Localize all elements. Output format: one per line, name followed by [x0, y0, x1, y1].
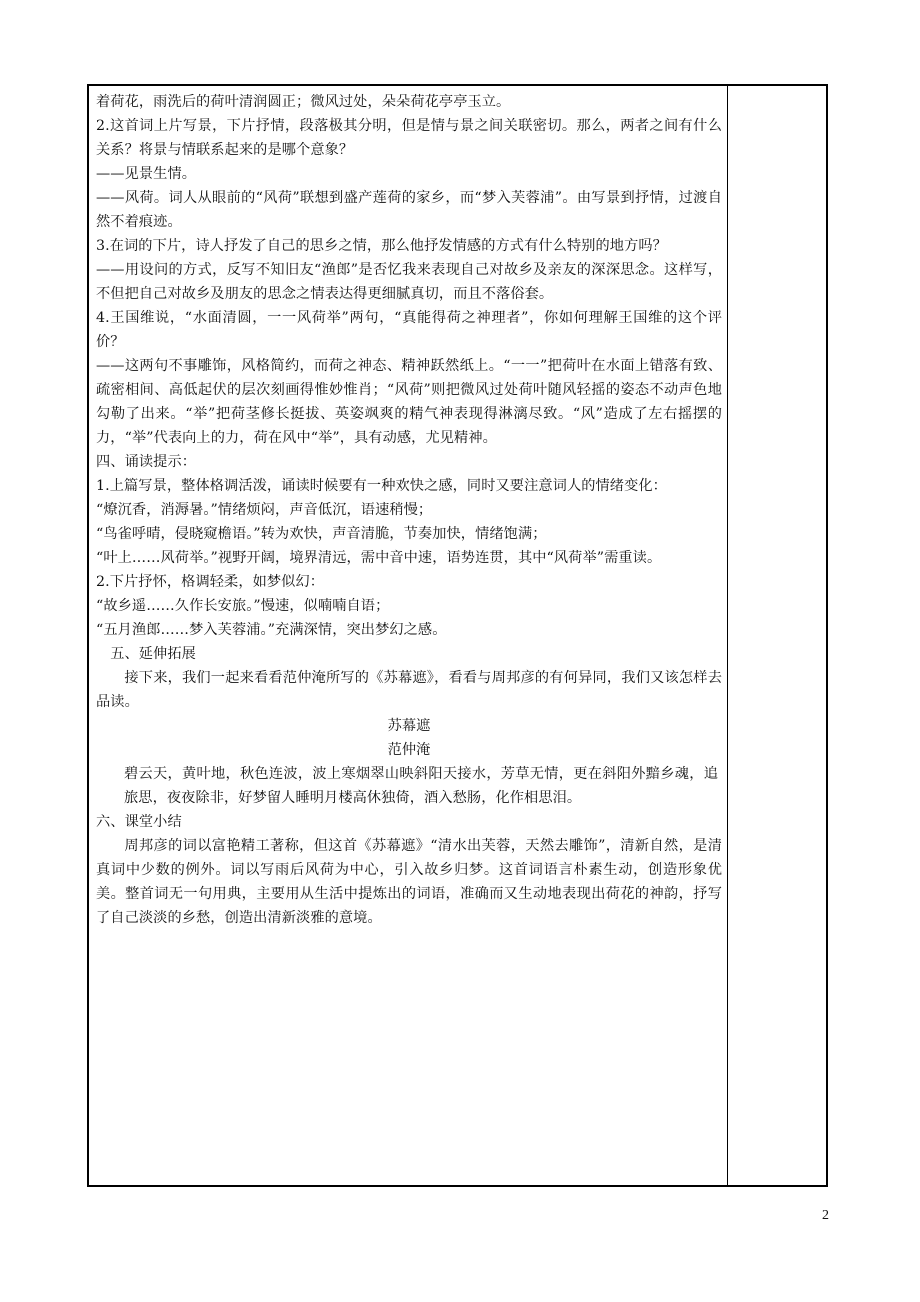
answer-paragraph: ——见景生情。	[96, 166, 197, 182]
tip-line: “叶上……风荷举。”视野开阔，境界清远，需中音中速，语势连贯，其中“风荷举”需重读。	[96, 550, 662, 566]
poem-title: 苏幕遮	[387, 718, 431, 734]
extension-paragraph: 接下来，我们一起来看看范仲淹所写的《苏幕遮》，看看与周邦彦的有何异同，我们又该怎样去品读。	[96, 670, 722, 710]
summary-paragraph: 周邦彦的词以富艳精工著称，但这首《苏幕遮》“清水出芙蓉，天然去雕饰”，清新自然，是清真词中少数的例外。词以写雨后风荷为中心，引入故乡归梦。这首词语言朴素生动，创造形象优美。整首词无一句用典，主要用从生活中提炼出的词语，准确而又生动地表现出荷花的神韵，抒写了自己淡淡的乡愁，创造出清新淡雅的意境。	[96, 838, 722, 926]
poem-author: 范仲淹	[387, 742, 431, 758]
answer-paragraph: ——用设问的方式，反写不知旧友“渔郎”是否忆我来表现自己对故乡及亲友的深深思念。这样写，不但把自己对故乡及朋友的思念之情表达得更细腻真切，而且不落俗套。	[96, 262, 722, 302]
poem-text: 碧云天，黄叶地，秋色连波，波上寒烟翠山映斜阳天接水，芳草无情，更在斜阳外黯乡魂，追旅思，夜夜除非，好梦留人睡明月楼高休独倚，酒入愁肠，化作相思泪。	[124, 766, 718, 806]
paragraph: 着荷花，雨洗后的荷叶清润圆正；微风过处，朵朵荷花亭亭玉立。	[96, 94, 511, 110]
question-paragraph: 3.在词的下片，诗人抒发了自己的思乡之情，那么他抒发情感的方式有什么特别的地方吗？	[96, 238, 667, 254]
section-heading: 六、课堂小结	[96, 814, 182, 830]
lesson-table	[87, 84, 828, 1187]
page-number: 2	[822, 1208, 829, 1223]
section-heading: 五、延伸拓展	[110, 646, 196, 662]
tip-paragraph: 2.下片抒怀，格调轻柔，如梦似幻：	[96, 574, 325, 590]
question-paragraph: 4.王国维说，“水面清圆，一一风荷举”两句，“真能得荷之神理者”，你如何理解王国维的这个评价？	[96, 310, 722, 350]
answer-paragraph: ——风荷。词人从眼前的“风荷”联想到盛产莲荷的家乡，而“梦入芙蓉浦”。由写景到抒情，过渡自然不着痕迹。	[96, 190, 722, 230]
tip-line: “五月渔郎……梦入芙蓉浦。”充满深情，突出梦幻之感。	[96, 622, 447, 638]
lesson-content-cell	[96, 90, 722, 930]
tip-line: “鸟雀呼晴，侵晓窥檐语。”转为欢快，声音清脆，节奏加快，情绪饱满；	[96, 526, 547, 542]
tip-line: “燎沉香，消溽暑。”情绪烦闷，声音低沉，语速稍慢；	[96, 502, 433, 518]
tip-paragraph: 1.上篇写景，整体格调活泼，诵读时候要有一种欢快之感，同时又要注意词人的情绪变化：	[96, 478, 667, 494]
section-heading: 四、诵读提示：	[96, 454, 197, 470]
column-divider	[727, 86, 728, 1185]
question-paragraph: 2.这首词上片写景，下片抒情，段落极其分明，但是情与景之间关联密切。那么，两者之间有什么关系？将景与情联系起来的是哪个意象？	[96, 118, 722, 158]
answer-paragraph: ——这两句不事雕饰，风格简约，而荷之神态、精神跃然纸上。“一一”把荷叶在水面上错落有致、疏密相间、高低起伏的层次刻画得惟妙惟肖；“风荷”则把微风过处荷叶随风轻摇的姿态不动声色地勾勒了出来。“举”把荷茎修长挺拔、英姿飒爽的精气神表现得淋漓尽致。“风”造成了左右摇摆的力，“举”代表向上的力，荷在风中“举”，具有动感，尤见精神。	[96, 358, 722, 446]
tip-line: “故乡遥……久作长安旅。”慢速，似喃喃自语；	[96, 598, 390, 614]
